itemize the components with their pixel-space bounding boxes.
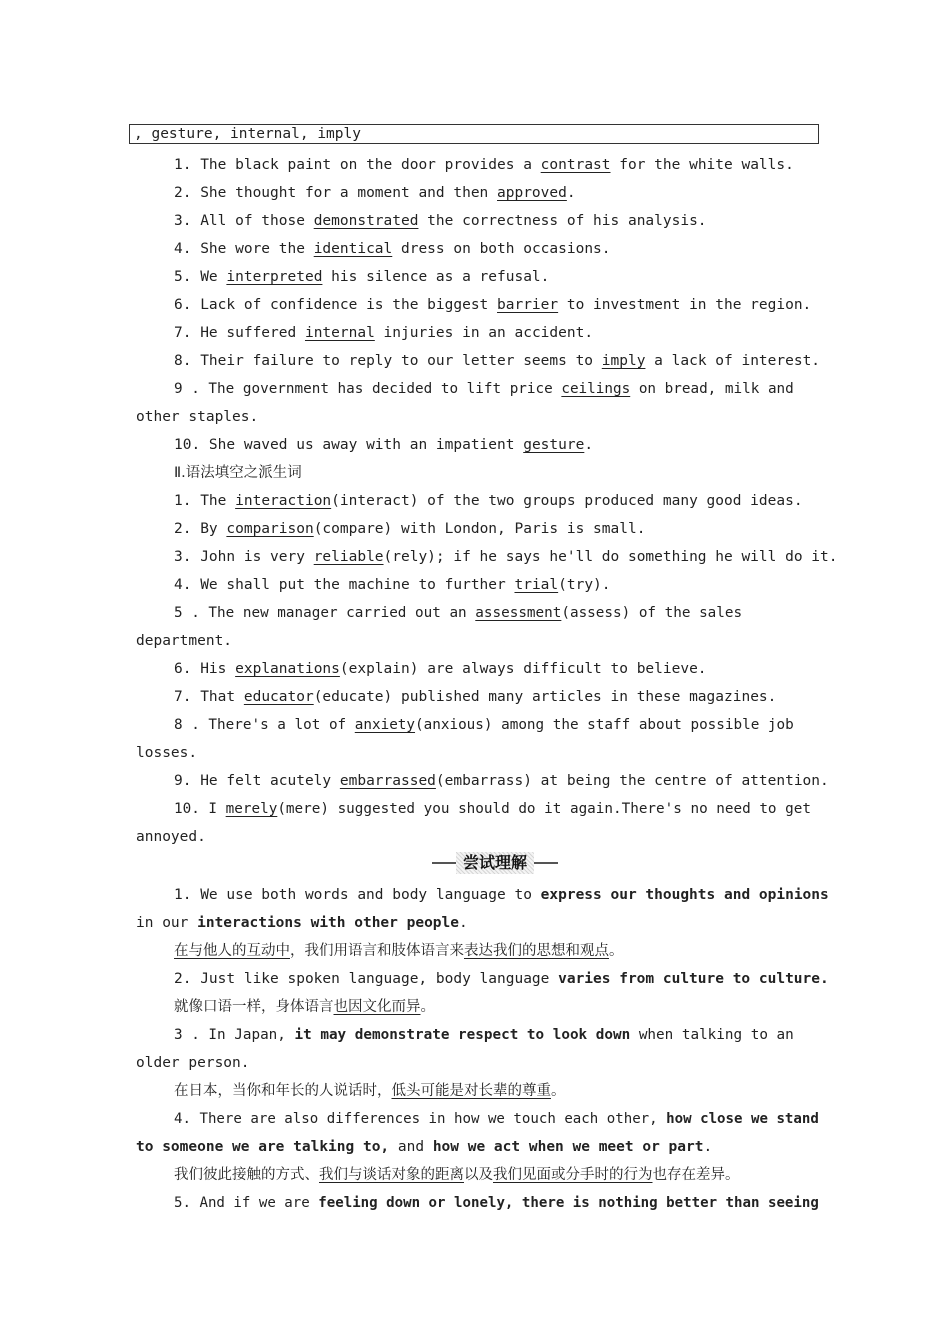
answer-word: interaction: [235, 493, 332, 509]
exercise-item: 5 . The new manager carried out an assessment(assess) of the sales: [174, 605, 743, 621]
answer-word: educator: [243, 689, 314, 705]
sentence-item: 2. Just like spoken language, body language varies from culture to culture.: [174, 971, 829, 987]
answer-word: approved: [497, 185, 567, 201]
word-bank-box: [129, 124, 819, 144]
answer-word: comparison: [226, 521, 314, 537]
exercise-item: 8. Their failure to reply to our letter seems to imply a lack of interest.: [174, 353, 821, 369]
exercise-item: 1. The black paint on the door provides a contrast for the white walls.: [174, 157, 794, 173]
exercise-item: 6. Lack of confidence is the biggest barrier to investment in the region.: [174, 297, 812, 313]
translation-line: 我们彼此接触的方式、我们与谈话对象的距离以及我们见面或分手时的行为也存在差异。: [174, 1167, 740, 1183]
answer-word: reliable: [313, 549, 384, 565]
exercise-item-continuation: annoyed.: [136, 829, 206, 845]
section-banner: [432, 852, 558, 874]
sentence-item: 4. There are also differences in how we touch each other, how close we stand: [174, 1111, 819, 1127]
answer-word: assessment: [475, 605, 562, 621]
answer-word: contrast: [540, 157, 611, 173]
exercise-item: 9. He felt acutely embarrassed(embarrass) at being the centre of attention.: [174, 773, 829, 789]
answer-word: merely: [225, 801, 278, 817]
exercise-item-continuation: other staples.: [136, 409, 259, 425]
sentence-item-continuation: older person.: [136, 1055, 250, 1071]
answer-word: interpreted: [226, 269, 323, 285]
exercise-item: 4. She wore the identical dress on both occasions.: [174, 241, 611, 257]
exercise-item: 3. John is very reliable(rely); if he says he'll do something he will do it.: [174, 549, 838, 565]
exercise-item: 9 . The government has decided to lift price ceilings on bread, milk and: [174, 381, 794, 397]
sentence-item-continuation: in our interactions with other people.: [136, 915, 468, 931]
answer-word: gesture: [523, 437, 585, 453]
exercise-item: 3. All of those demonstrated the correctness of his analysis.: [174, 213, 707, 229]
section-heading: Ⅱ.语法填空之派生词: [174, 465, 302, 481]
exercise-item: 10. She waved us away with an impatient gesture.: [174, 437, 594, 453]
exercise-item-continuation: department.: [136, 633, 233, 649]
sentence-item: 3 . In Japan, it may demonstrate respect to look down when talking to an: [174, 1027, 794, 1043]
exercise-item: 4. We shall put the machine to further trial(try).: [174, 577, 611, 593]
answer-word: demonstrated: [313, 213, 419, 229]
exercise-item: 2. By comparison(compare) with London, Paris is small.: [174, 521, 646, 537]
exercise-item: 10. I merely(mere) suggested you should do it again.There's no need to get: [174, 801, 811, 817]
answer-word: imply: [601, 353, 646, 369]
answer-word: internal: [304, 325, 375, 341]
translation-line: 在日本，当你和年长的人说话时，低头可能是对长辈的尊重。: [174, 1083, 566, 1099]
exercise-item: 2. She thought for a moment and then approved.: [174, 185, 576, 201]
exercise-item: 8 . There's a lot of anxiety(anxious) among the staff about possible job: [174, 717, 794, 733]
answer-word: barrier: [497, 297, 559, 313]
word-bank-text: , gesture, internal, imply: [134, 126, 361, 142]
sentence-item: 5. And if we are feeling down or lonely, there is nothing better than seeing: [174, 1195, 819, 1211]
answer-word: embarrassed: [339, 773, 436, 789]
exercise-item: 6. His explanations(explain) are always difficult to believe.: [174, 661, 707, 677]
exercise-item-continuation: losses.: [136, 745, 198, 761]
answer-word: trial: [514, 577, 559, 593]
answer-word: identical: [313, 241, 393, 257]
translation-line: 在与他人的互动中，我们用语言和肢体语言来表达我们的思想和观点。: [174, 943, 624, 959]
sentence-item: 1. We use both words and body language to express our thoughts and opinions: [174, 887, 829, 903]
answer-word: anxiety: [354, 717, 416, 733]
exercise-item: 7. He suffered internal injuries in an accident.: [174, 325, 594, 341]
exercise-item: 1. The interaction(interact) of the two groups produced many good ideas.: [174, 493, 803, 509]
sentence-item-continuation: to someone we are talking to, and how we act when we meet or part.: [136, 1139, 713, 1155]
exercise-item: 5. We interpreted his silence as a refusal.: [174, 269, 550, 285]
answer-word: explanations: [235, 661, 340, 677]
banner-label: 尝试理解: [456, 852, 534, 874]
banner-rule-left: [432, 862, 456, 864]
exercise-item: 7. That educator(educate) published many articles in these magazines.: [174, 689, 777, 705]
answer-word: ceilings: [561, 381, 631, 397]
translation-line: 就像口语一样，身体语言也因文化而异。: [174, 999, 435, 1015]
banner-rule-right: [534, 862, 558, 864]
